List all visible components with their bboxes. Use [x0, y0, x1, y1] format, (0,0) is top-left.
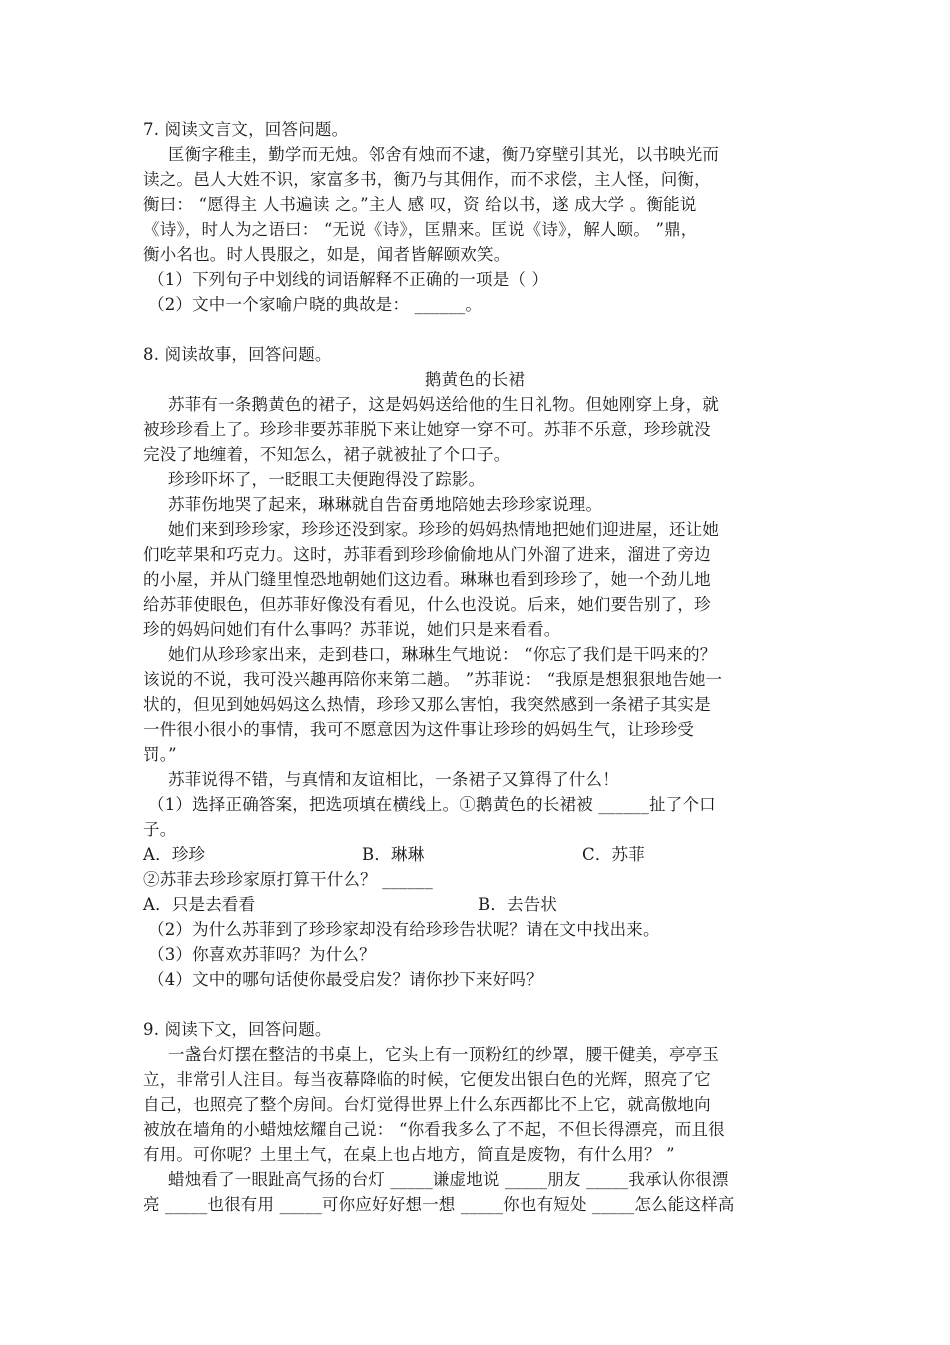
q8-question-3: （3）你喜欢苏菲吗？为什么？ [148, 945, 376, 964]
q8-text-line: 给苏菲使眼色，但苏菲好像没有看见，什么也没说。后来，她们要告别了，珍 [143, 595, 711, 614]
q8-question-4: （4）文中的哪句话使你最受启发？请你抄下来好吗？ [148, 970, 543, 989]
q7-text-line: 《诗》，时人为之语曰： “无说《诗》，匡鼎来。匡说《诗》，解人颐。 ”鼎， [143, 220, 698, 239]
q8-text-line: 苏菲有一条鹅黄色的裙子，这是妈妈送给他的生日礼物。但她刚穿上身，就 [168, 395, 720, 414]
q8-text-line: 完没了地缠着，不知怎么，裙子就被扯了个口子。 [143, 445, 511, 464]
q9-text-line: 被放在墙角的小蜡烛炫耀自己说： “你看我多么了不起，不但长得漂亮，而且很 [143, 1120, 725, 1139]
q8-text-line: 珍的妈妈问她们有什么事吗？苏菲说，她们只是来看看。 [143, 620, 561, 639]
q8-option-a: A．只是去看看 [143, 895, 256, 914]
q9-text-line: 一盏台灯摆在整洁的书桌上，它头上有一顶粉红的纱罩，腰干健美，亭亭玉 [168, 1045, 720, 1064]
q8-text-line: 被珍珍看上了。珍珍非要苏菲脱下来让她穿一穿不可。苏菲不乐意，珍珍就没 [143, 420, 711, 439]
q8-text-line: 状的，但见到她妈妈这么热情，珍珍又那么害怕，我突然感到一条裙子其实是 [143, 695, 711, 714]
q9-text-line: 自己，也照亮了整个房间。台灯觉得世界上什么东西都比不上它，就高傲地向 [143, 1095, 711, 1114]
q8-question-1-part2: ②苏菲去珍珍家原打算干什么？ ______ [143, 870, 433, 889]
q7-heading: 7. 阅读文言文，回答问题。 [143, 120, 349, 139]
q8-heading: 8. 阅读故事，回答问题。 [143, 345, 332, 364]
q9-text-line: 立，非常引人注目。每当夜幕降临的时候，它便发出银白色的光辉，照亮了它 [143, 1070, 711, 1089]
q8-text-line: 她们来到珍珍家，珍珍还没到家。珍珍的妈妈热情地把她们迎进屋，还让她 [168, 520, 720, 539]
q8-option-b: B．去告状 [478, 895, 558, 914]
q8-text-line: 该说的不说，我可没兴趣再陪你来第二趟。 ”苏菲说： “我原是想狠狠地告她一 [143, 670, 723, 689]
q8-text-line: 珍珍吓坏了，一眨眼工夫便跑得没了踪影。 [168, 470, 486, 489]
q9-text-line: 亮 _____也很有用 _____可你应好好想一想 _____你也有短处 _____怎么能这样高 [143, 1195, 735, 1214]
q8-question-2: （2）为什么苏菲到了珍珍家却没有给珍珍告状呢？请在文中找出来。 [148, 920, 660, 939]
q8-text-line: 苏菲说得不错，与真情和友谊相比，一条裙子又算得了什么！ [168, 770, 619, 789]
q7-question-1: （1）下列句子中划线的词语解释不正确的一项是（ ） [148, 270, 549, 289]
q8-text-line: 罚。” [143, 745, 177, 764]
q7-text-line: 衡小名也。时人畏服之，如是，闻者皆解颐欢笑。 [143, 245, 511, 264]
q9-text-line: 有用。可你呢？土里土气，在桌上也占地方，简直是废物，有什么用？ ” [143, 1145, 675, 1164]
q7-text-line: 匡衡字稚圭，勤学而无烛。邻舍有烛而不逮，衡乃穿壁引其光，以书映光而 [168, 145, 720, 164]
q8-question-1: （1）选择正确答案，把选项填在横线上。①鹅黄色的长裙被 ______扯了个口 [148, 795, 716, 814]
q8-option-c: C．苏菲 [582, 845, 645, 864]
q7-text-line: 读之。邑人大姓不识，家富多书，衡乃与其佣作，而不求偿，主人怪，问衡， [143, 170, 711, 189]
q8-option-b: B．琳琳 [362, 845, 425, 864]
q8-text-line: 们吃苹果和巧克力。这时，苏菲看到珍珍偷偷地从门外溜了进来，溜进了旁边 [143, 545, 711, 564]
q8-text-line: 苏菲伤地哭了起来，琳琳就自告奋勇地陪她去珍珍家说理。 [168, 495, 603, 514]
q8-text-line: 一件很小很小的事情，我可不愿意因为这件事让珍珍的妈妈生气，让珍珍受 [143, 720, 695, 739]
q8-question-1-cont: 子。 [143, 820, 177, 839]
q8-text-line: 她们从珍珍家出来，走到巷口，琳琳生气地说： “你忘了我们是干吗来的？ [168, 645, 717, 664]
q8-text-line: 的小屋，并从门缝里惶恐地朝她们这边看。琳琳也看到珍珍了，她一个劲儿地 [143, 570, 711, 589]
q8-option-a: A．珍珍 [143, 845, 206, 864]
q9-text-line: 蜡烛看了一眼趾高气扬的台灯 _____谦虚地说 _____朋友 _____我承认你很漂 [168, 1170, 729, 1189]
q7-question-2: （2）文中一个家喻户晓的典故是： ______。 [148, 295, 483, 314]
q9-heading: 9. 阅读下文，回答问题。 [143, 1020, 332, 1039]
q8-story-title: 鹅黄色的长裙 [424, 370, 526, 389]
q7-text-line: 衡曰： “愿得主 人书遍读 之。”主人 感 叹，资 给以书，遂 成大学 。衡能说 [143, 195, 697, 214]
